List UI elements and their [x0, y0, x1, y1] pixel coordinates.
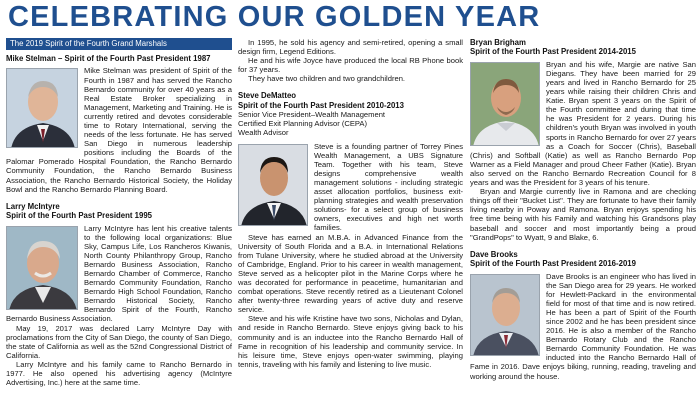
profile-body-mcintyre-6: They have two children and two grandchildren.: [248, 74, 406, 84]
profile-body-brooks: Dave Brooks is an engineer who has lived in the San Diego area for 29 years. He worked for Hewlett-Packard in the environmental field for most of that time and is now retired. He has been a part of Spirit of the Fourth since 2002 and he has been president since 2016. He is also a member of the Rancho Bernardo Rotary Club and the Rancho Bernardo Community Foundation. He was inducted into the Rancho Bernardo Hall of Fame in 2016. Dave enjoys biking, running, reading, traveling and working around the house.: [470, 271, 696, 381]
profile-body-mcintyre-2: May 19, 2017 was declared Larry McIntyre Day with proclamations from the City of San Diego, the county of San Diego, the state of California as well as the 52nd Congressional District of California.: [6, 323, 232, 360]
profile-heading-mcintyre: Larry McIntyre: [6, 201, 60, 211]
profile-heading-dematteo: Steve DeMatteo: [238, 91, 297, 101]
column-middle: [238, 38, 463, 369]
portrait-photo-brooks: [470, 274, 540, 356]
profile-subheading-dematteo: Spirit of the Fourth Past President 2010-2013: [238, 100, 404, 110]
profile-title-dematteo-3: Wealth Advisor: [238, 128, 289, 138]
profile-subheading-mcintyre: Spirit of the Fourth Past President 1995: [6, 211, 153, 221]
profile-body-dematteo-1: Steve is a founding partner of Torrey Pines Wealth Management, a UBS Signature Team. Together with his team, Steve designs comprehensive wealth management solutions - including strategic asset allocation portfolios, business exit-planning strategies and wealth preservation solutions- for a select group of business owners, executives and high net worth families.: [314, 141, 463, 233]
profile-body-stelman: Mike Stelman was president of Spirit of the Fourth in 1987 and has served the Rancho Bernardo community for over 40 years as a Real Estate Broker specializing in Management, Marketing and Training. He is currently retired and devotes considerable time to Rotary International, serving the needs of the less fortunate. He has served San Diego in numerous leadership positions including the Boards of the Palomar Pomerado Hospital Foundation, the Rancho Bernardo Community Foundation, the Rancho Bernardo Business Association, the Rancho Bernardo Historical Society, the Holiday Bowl and the Rancho Bernardo Planning Board.: [6, 66, 232, 194]
profile-body-mcintyre-3: Larry McIntyre and his family came to Rancho Bernardo in 1977. He also opened his advertising agency (McIntyre Advertising, Inc.) here at the same time.: [6, 359, 232, 388]
profile-body-dematteo-3: Steve and his wife Kristine have two sons, Nicholas and Dylan, and reside in Rancho Bernardo. Steve enjoys giving back to his community and is an inductee into the Rancho Bernardo Hall of Fame in recognition of his leadership and community service. In his leisure time, Steve enjoys open-water swimming, playing tennis, traveling with his family and listening to live music.: [238, 314, 463, 369]
column-left: [6, 38, 232, 387]
section-banner: The 2019 Spirit of the Fourth Grand Marshals: [6, 38, 232, 50]
profile-subheading-brigham: Spirit of the Fourth Past President 2014-2015: [470, 47, 636, 57]
profile-body-brigham-2: Bryan and Margie currently live in Ramona and are checking things off their "Bucket List". They are fortunate to have their family living nearby in Poway and Ramona. Bryan enjoys spending his free time being with his Family and watching his Grandsons play baseball and soccer and most importantly being a proud "GrandPops" to Wyatt, 9 and Blake, 6.: [470, 187, 696, 242]
profile-title-dematteo-2: Certified Exit Planning Advisor (CEPA): [238, 119, 368, 129]
profile-title-dematteo-1: Senior Vice President–Wealth Management: [238, 110, 386, 120]
profile-body-mcintyre-1: Larry McIntyre has lent his creative talents to the following local organizations: Blue Sky, Campus Life, Los Rancheros Kiwanis, North County Philanthropy Group, Rancho Bernardo Business Association, Rancho Bernardo Chamber of Commerce, Rancho Bernardo Community Foundation, Rancho Bernardo High School Foundation, Rancho Bernardo Historical Society, Rancho Bernardo Spirit of the Fourth, Rancho Bernardo Business Association.: [6, 223, 232, 324]
profile-heading-brigham: Bryan Brigham: [470, 38, 526, 47]
profile-body-mcintyre-5: He and his wife Joyce have produced the local RB Phone book for 37 years.: [238, 56, 463, 75]
profile-heading-stelman: Mike Stelman – Spirit of the Fourth Past President 1987: [6, 54, 211, 63]
portrait-photo-stelman: [6, 68, 78, 148]
profile-heading-brooks: Dave Brooks: [470, 249, 518, 259]
portrait-photo-brigham: [470, 62, 540, 146]
profile-subheading-brooks: Spirit of the Fourth Past President 2016-2019: [470, 259, 636, 269]
profile-body-mcintyre-4: In 1995, he sold his agency and semi-retired, opening a small design firm, Legend Editions.: [238, 38, 463, 57]
profile-body-dematteo-2: Steve has earned an M.B.A. in Advanced Finance from the University of South Florida and a B.A. in International Relations from Tulane University, where he studied abroad at the University of Cambridge, England. Prior to his career in wealth management, Steve served as a helicopter pilot in the Marine Corps where he was decorated for performance in peacetime, humanitarian and combat operations. Steve recently retired as a Lieutenant Colonel after twenty-three rewarding years of active duty and reserve service.: [238, 232, 463, 315]
portrait-photo-dematteo: [238, 144, 308, 226]
profile-body-brigham-1: Bryan and his wife, Margie are native San Diegans. They have been married for 29 years and lived in Rancho Bernardo for 25 years while raising their children Chris and Katie. Bryan spent 3 years on the Spirit of the Fourth committee and during that time he was President for 2 years. During his children's youth Bryan was involved in youth sports in Rancho Bernardo for over 27 years as a Coach for Soccer (Chris), Baseball (Chris) and Softball (Katie) as well as Rancho Bernardo Pop Warner as a Field Manager and proud Cheer Father (Katie). Bryan also served on the Rancho Bernardo Recreation Council for 8 years and was the President for 3 years of his tenure.: [470, 59, 696, 188]
page-title: CELEBRATING OUR GOLDEN YEAR: [8, 1, 541, 33]
portrait-photo-mcintyre: [6, 226, 78, 310]
column-right: [470, 38, 696, 381]
